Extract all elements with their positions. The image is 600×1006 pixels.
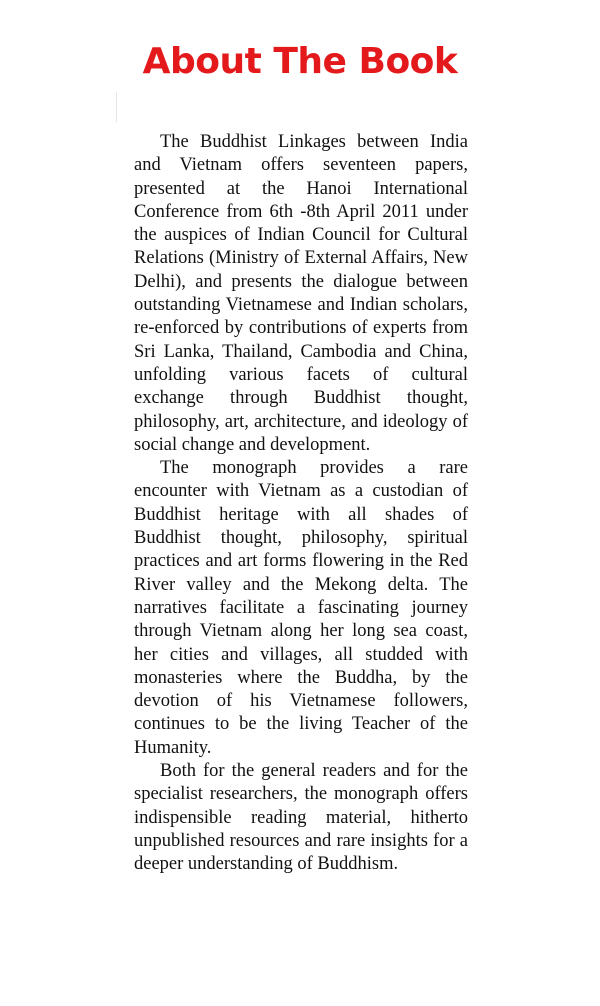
description-paragraph-3: Both for the general readers and for the specialist researchers, the monograph offers indispensible reading material, hitherto unpublished resources and rare insights for a deeper understanding of Buddhism. (134, 761, 468, 875)
page-title: About The Book (142, 41, 458, 82)
book-description (134, 131, 468, 877)
description-paragraph-2: The monograph provides a rare encounter with Vietnam as a custodian of Buddhist heritage with all shades of Buddhist thought, philosophy, spiritual practices and art forms flowering in the Red River valley and the Mekong delta. The narratives facilitate a fascinating journey through Vietnam along her long sea coast, her cities and villages, all studded with monasteries where the Buddha, by the devotion of his Vietnamese followers, continues to be the living Teacher of the Humanity. (134, 458, 468, 758)
margin-mark (116, 92, 117, 122)
description-paragraph-1: The Buddhist Linkages between India and Vietnam offers seventeen papers, presented at the Hanoi International Conference from 6th -8th April 2011 under the auspices of Indian Council for Cultural Relations (Ministry of External Affairs, New Delhi), and presents the dialogue between outstanding Vietnamese and Indian scholars, re-enforced by contributions of experts from Sri Lanka, Thailand, Cambodia and China, unfolding various facets of cultural exchange through Buddhist thought, philosophy, art, architecture, and ideology of social change and development. (134, 132, 468, 455)
